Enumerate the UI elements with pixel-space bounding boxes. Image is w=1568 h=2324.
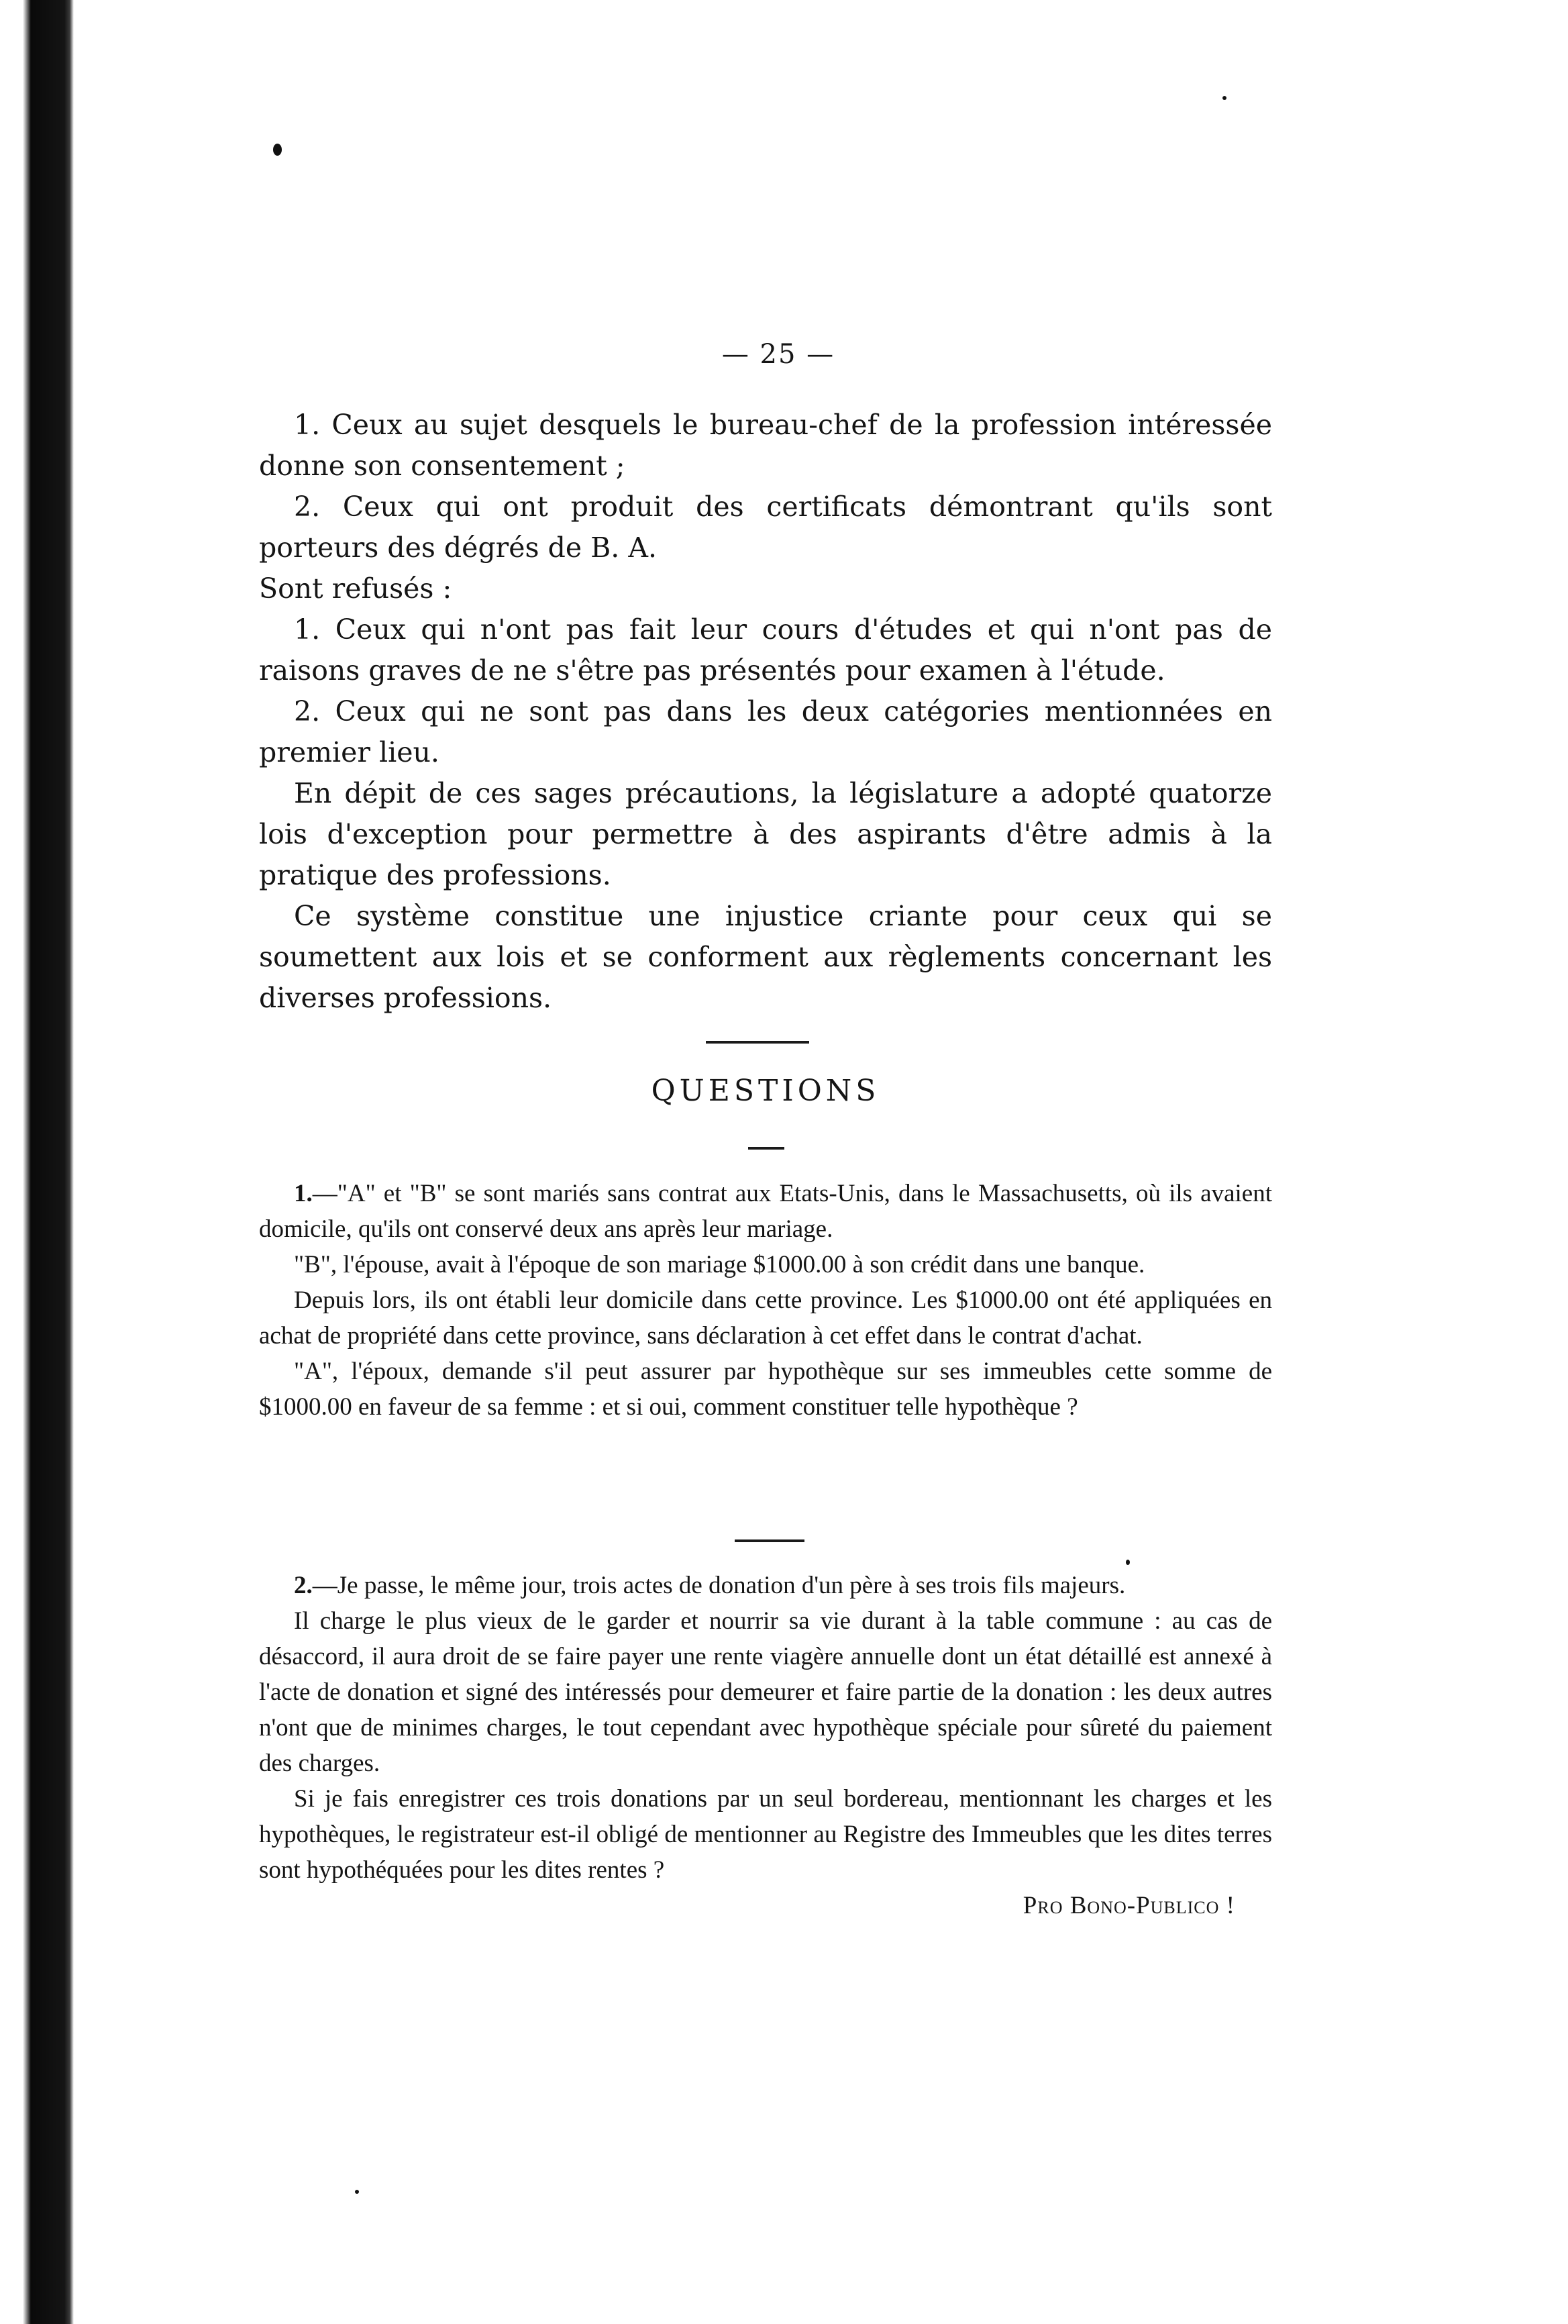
- section-requirements: [259, 405, 1272, 1019]
- question-number: 1.: [294, 1180, 313, 1207]
- ink-speck: [1222, 96, 1226, 100]
- question-text: —Je passe, le même jour, trois actes de donation d'un père à ses trois fils majeurs.: [312, 1572, 1126, 1599]
- question-paragraph: Il charge le plus vieux de le garder et nourrir sa vie durant à la table commune : au cas de désaccord, il aura droit de se faire payer une rente viagère annuelle dont un état détaillé est annexé à l'acte de donation et signé des intéressés pour demeurer et faire partie de la donation : les deux autres n'ont que de minimes charges, le tout cependant avec hypothèque spéciale pour sûreté du paiement des charges.: [259, 1607, 1272, 1777]
- question-paragraph: [259, 1176, 1272, 1247]
- questions-heading: QUESTIONS: [651, 1074, 880, 1108]
- paragraph: 1. Ceux au sujet desquels le bureau-chef de la profession intéressée donne son consentement ;: [259, 409, 1272, 482]
- paragraph: Ce système constitue une injustice criante pour ceux qui se soumettent aux lois et se conforment aux règlements concernant les diverses professions.: [259, 900, 1272, 1014]
- paragraph: 2. Ceux qui ont produit des certificats démontrant qu'ils sont porteurs des dégrés de B. A.: [259, 491, 1272, 564]
- question-paragraph: "B", l'épouse, avait à l'époque de son mariage $1000.00 à son crédit dans une banque.: [294, 1251, 1145, 1278]
- question-paragraph: "A", l'époux, demande s'il peut assurer par hypothèque sur ses immeubles cette somme de $1000.00 en faveur de sa femme : et si oui, comment constituer telle hypothèque ?: [259, 1358, 1272, 1421]
- ink-speck: [273, 144, 282, 156]
- heading-underline: [748, 1147, 784, 1150]
- question-paragraph: [259, 1568, 1272, 1603]
- signature: Pro Bono-Publico !: [1023, 1892, 1235, 1919]
- question-text: —"A" et "B" se sont mariés sans contrat aux Etats-Unis, dans le Massachusetts, où ils avaient domicile, qu'ils ont conservé deux ans après leur mariage.: [259, 1180, 1272, 1243]
- question-1: [259, 1176, 1272, 1425]
- paragraph: 2. Ceux qui ne sont pas dans les deux catégories mentionnées en premier lieu.: [259, 695, 1272, 768]
- binding-edge: [0, 0, 74, 2324]
- section-divider: [706, 1041, 809, 1044]
- question-paragraph: Si je fais enregistrer ces trois donations par un seul bordereau, mentionnant les charges et les hypothèques, le registrateur est-il obligé de mentionner au Registre des Immeubles que les dites terres sont hypothéquées pour les dites rentes ?: [259, 1785, 1272, 1884]
- question-paragraph: Depuis lors, ils ont établi leur domicile dans cette province. Les $1000.00 ont été appliquées en achat de propriété dans cette province, sans déclaration à cet effet dans le contrat d'achat.: [259, 1286, 1272, 1350]
- paragraph: 1. Ceux qui n'ont pas fait leur cours d'études et qui n'ont pas de raisons graves de ne s'être pas présentés pour examen à l'étude.: [259, 613, 1272, 687]
- paragraph: Sont refusés :: [259, 572, 452, 605]
- ink-speck: [355, 2190, 359, 2194]
- question-divider: [735, 1539, 804, 1542]
- ink-speck: [1126, 1560, 1130, 1565]
- question-number: 2.: [294, 1572, 313, 1599]
- question-2: [259, 1568, 1272, 1923]
- page-number: — 25 —: [721, 339, 835, 370]
- paragraph: En dépit de ces sages précautions, la législature a adopté quatorze lois d'exception pour permettre à des aspirants d'être admis à la pratique des professions.: [259, 777, 1272, 891]
